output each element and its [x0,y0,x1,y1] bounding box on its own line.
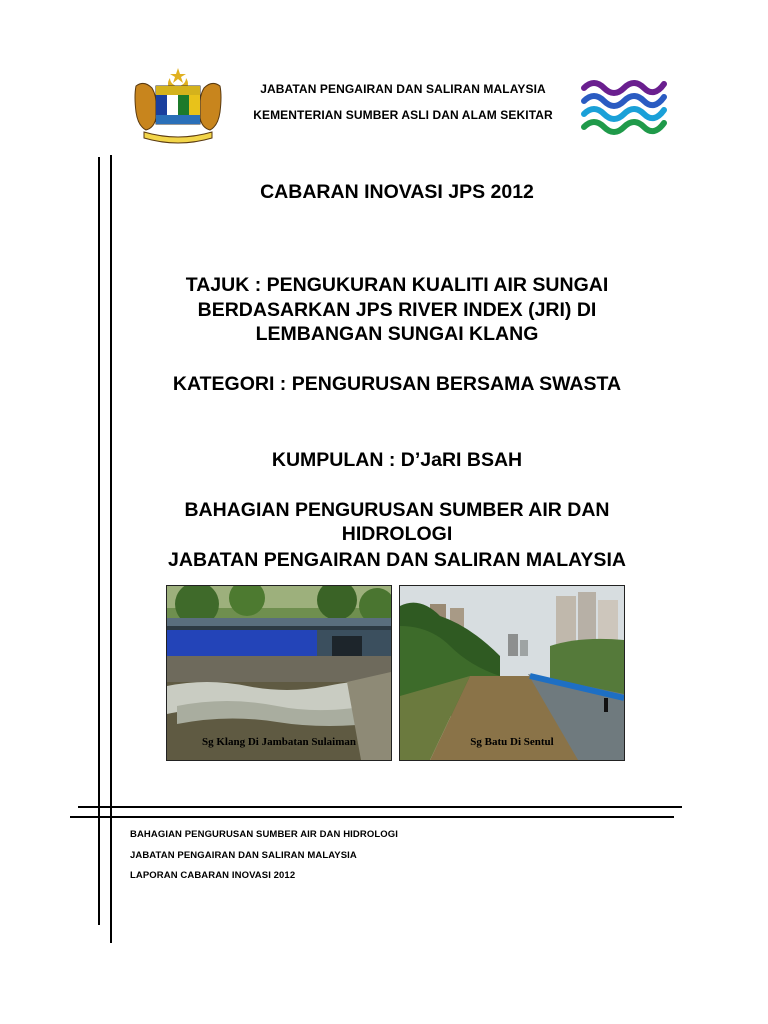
bahagian-line-3: JABATAN PENGAIRAN DAN SALIRAN MALAYSIA [168,549,626,571]
photo-sg-klang [166,585,392,761]
kategori-line: KATEGORI : PENGURUSAN BERSAMA SWASTA [172,373,622,395]
footer-rule-upper [78,806,682,808]
bahagian-line-1: BAHAGIAN PENGURUSAN SUMBER AIR DAN [184,499,610,521]
tajuk-line-1: TAJUK : PENGUKURAN KUALITI AIR SUNGAI [185,274,609,296]
page-title: CABARAN INOVASI JPS 2012 [260,181,534,203]
photo-caption-right: Sg Batu Di Sentul [470,736,554,748]
footer-rule-lower [70,816,674,818]
frame-vertical-line-outer [98,157,100,925]
frame-vertical-line-inner [110,155,112,943]
tajuk-line-2: BERDASARKAN JPS RIVER INDEX (JRI) DI [197,299,597,321]
tajuk-line-3: LEMBANGAN SUNGAI KLANG [255,323,539,345]
photo-caption-left: Sg Klang Di Jambatan Sulaiman [201,736,357,748]
photo-sg-batu [399,585,625,761]
kumpulan-line: KUMPULAN : D’JaRI BSAH [271,449,523,471]
header-department-name: JABATAN PENGAIRAN DAN SALIRAN MALAYSIA [260,82,546,96]
malaysia-coat-of-arms-icon [130,66,226,144]
header-ministry-name: KEMENTERIAN SUMBER ASLI DAN ALAM SEKITAR [253,108,553,122]
footer-line-2: JABATAN PENGAIRAN DAN SALIRAN MALAYSIA [130,850,357,861]
footer-line-1: BAHAGIAN PENGURUSAN SUMBER AIR DAN HIDROLOGI [130,829,398,840]
jps-wave-logo-icon [580,74,670,136]
footer-line-3: LAPORAN CABARAN INOVASI 2012 [130,870,296,881]
bahagian-line-2: HIDROLOGI [341,523,453,545]
